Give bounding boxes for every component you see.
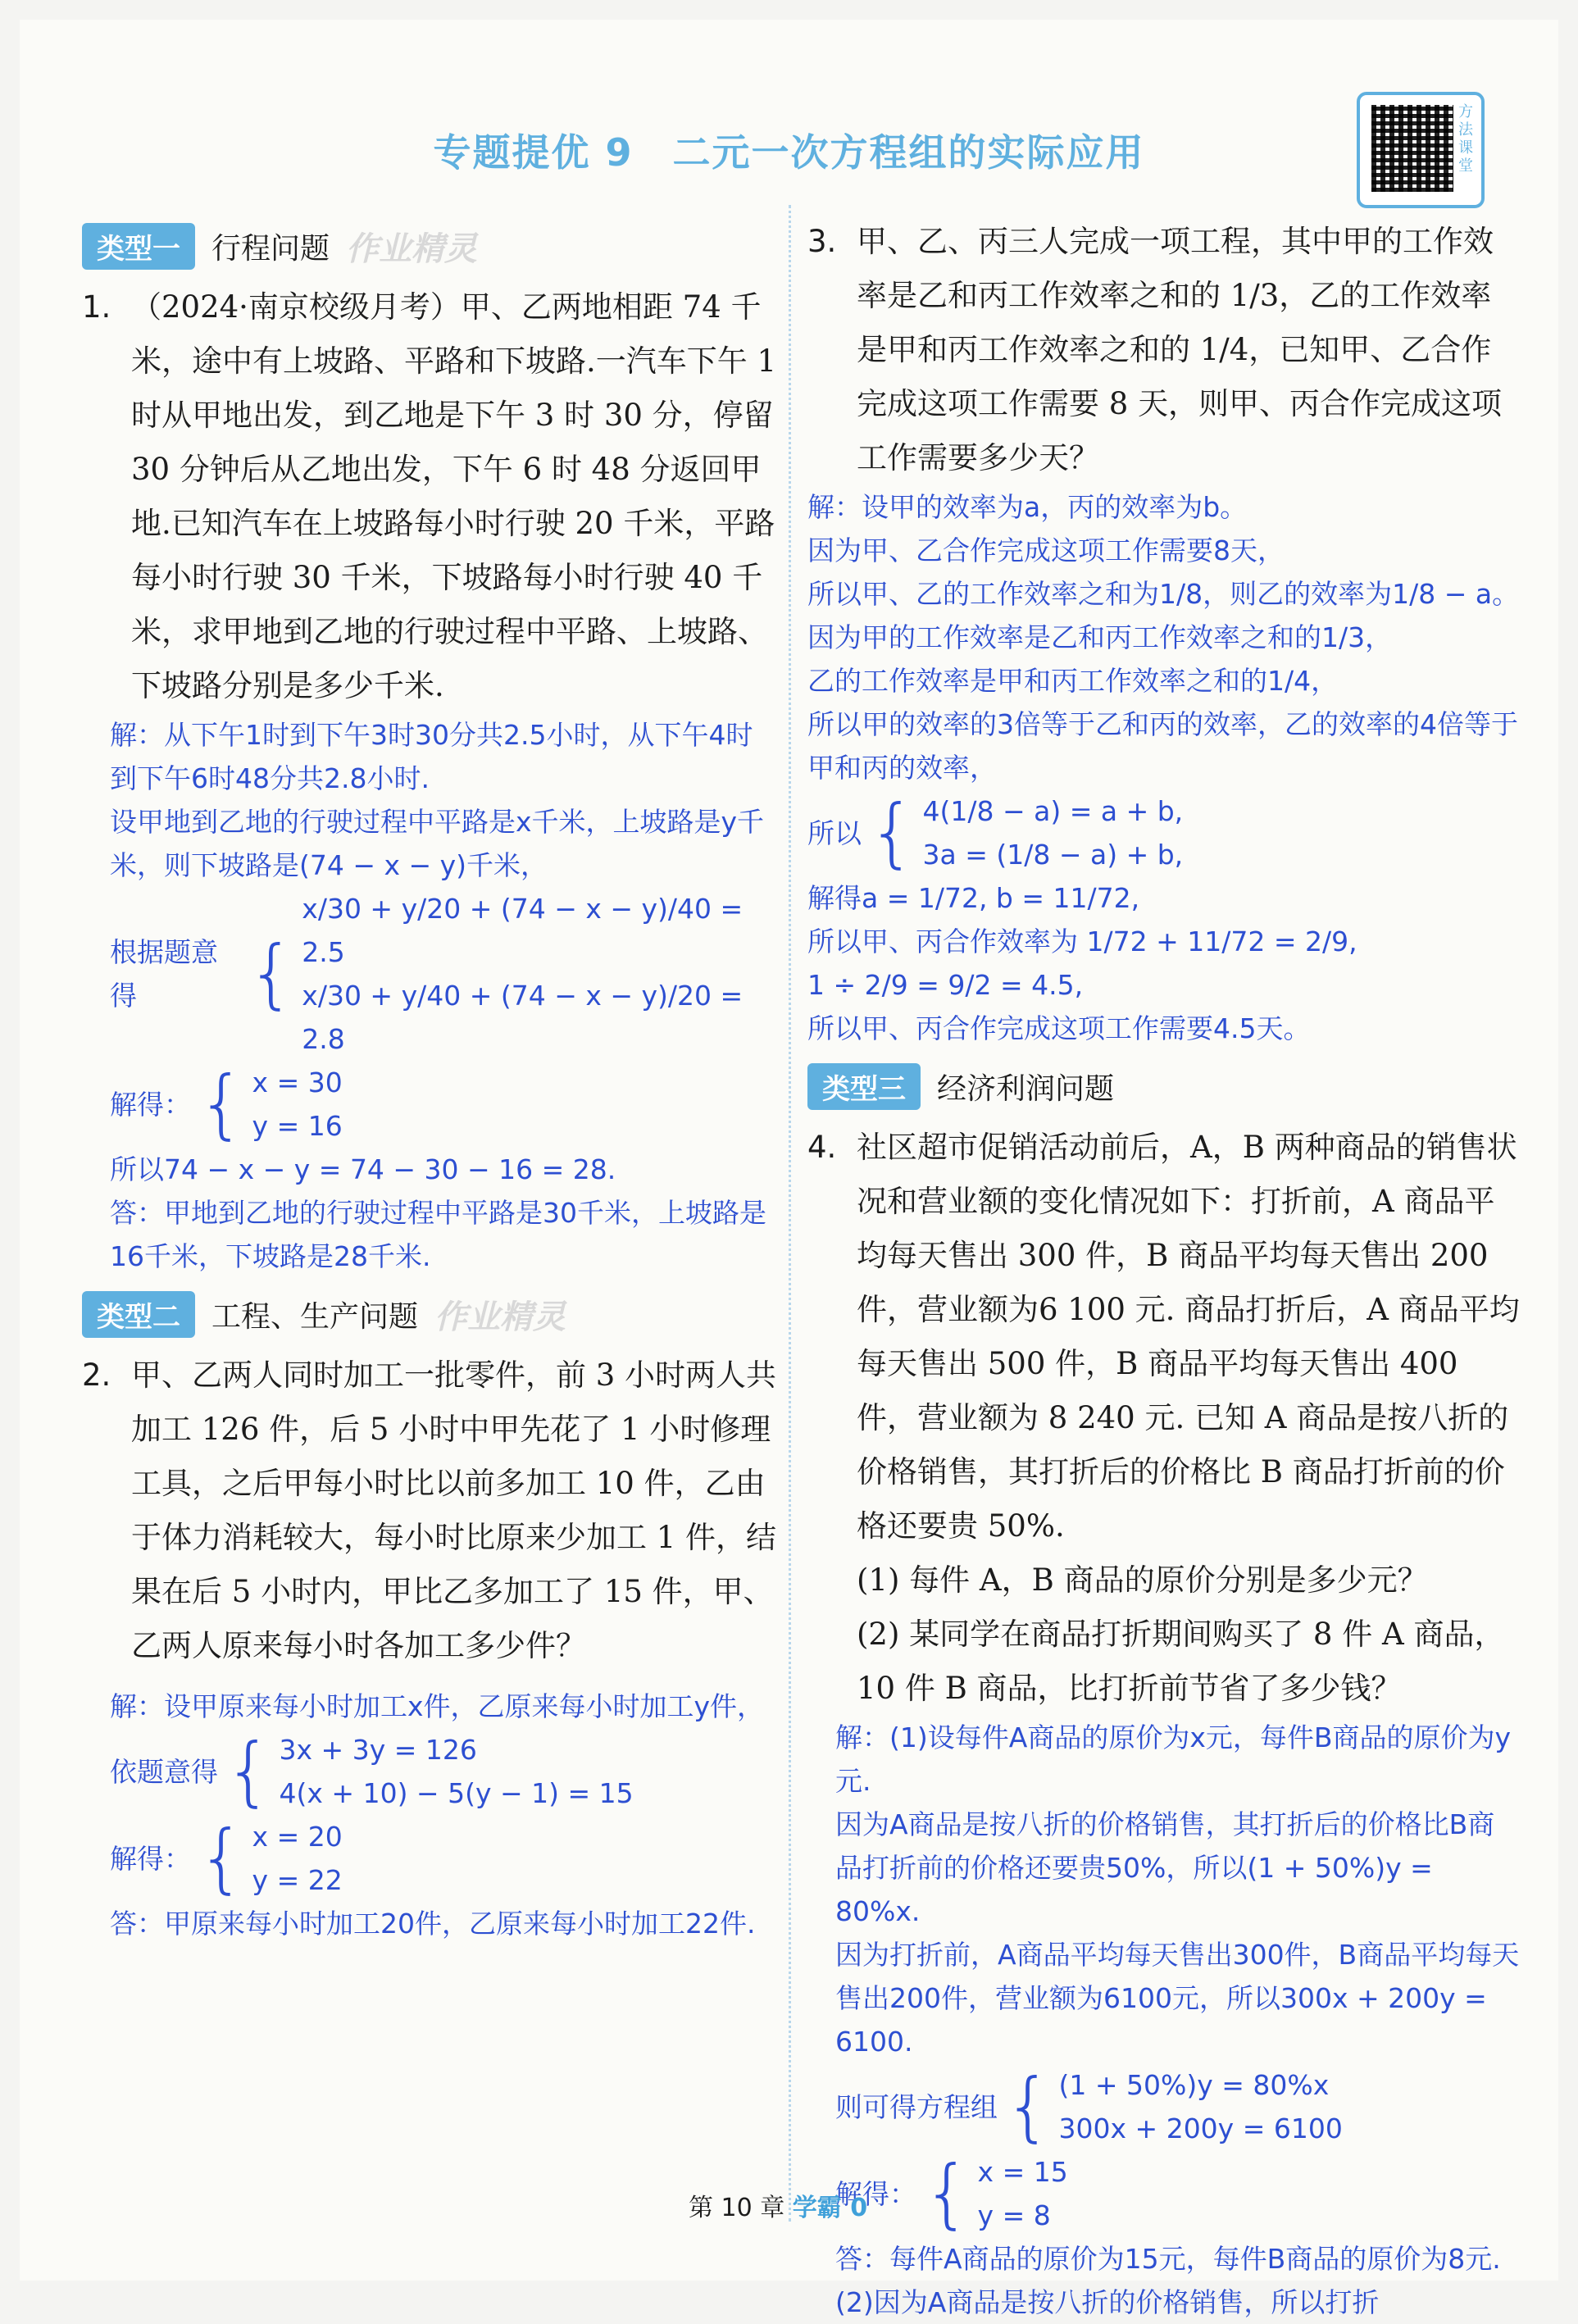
brace-icon: { <box>198 1060 246 1148</box>
question-number: 3. <box>807 224 837 259</box>
question-1 <box>82 280 779 713</box>
solution-line: 因为A商品是按八折的价格销售，其打折后的价格比B商品打折前的价格还要贵50%，所以(1 + 50%)y = 80%x. <box>835 1808 1495 1927</box>
qr-label: 方法课堂 <box>1458 103 1473 175</box>
result: y = 16 <box>252 1110 343 1142</box>
equation: (1 + 50%)y = 80%x <box>1058 2069 1330 2101</box>
question-text: （2024·南京校级月考）甲、乙两地相距 74 千米，途中有上坡路、平路和下坡路.一汽车下午 1 时从甲地出发，到乙地是下午 3 时 30 分，停留 30 分钟后从乙地出发，下午 6 时 48 分返回甲地.已知汽车在上坡路每小时行驶 20 千米，平路每小时行驶 30 千米，下坡路每小时行驶 40 千米，求甲地到乙地的行驶过程中平路、上坡路、下坡路分别是多少千米. <box>131 289 777 703</box>
equation-system <box>110 1728 779 1815</box>
equation: 3x + 3y = 126 <box>279 1734 477 1766</box>
solution-line: 解：设甲的效率为a，丙的效率为b。 <box>807 491 1248 523</box>
brand-label: 学霸 0 <box>792 2194 868 2222</box>
equation: 300x + 200y = 6100 <box>1058 2113 1343 2144</box>
brace-icon: { <box>247 930 296 1017</box>
result: x = 30 <box>252 1066 343 1098</box>
section-header-1 <box>82 220 779 272</box>
solution-line: 因为甲、乙合作完成这项工作需要8天， <box>807 534 1285 566</box>
solution-line: 乙的工作效率是甲和丙工作效率之和的1/4， <box>807 665 1339 697</box>
solution-line: 因为打折前，A商品平均每天售出300件，B商品平均每天售出200件，营业额为6100元，所以300x + 200y = 6100. <box>835 1939 1520 2058</box>
result-system <box>110 1815 779 1902</box>
page-title: 专题提优 9 二元一次方程组的实际应用 <box>433 130 1145 175</box>
answer-line: 答：甲原来每小时加工20件，乙原来每小时加工22件. <box>110 1908 756 1940</box>
result: x = 20 <box>252 1821 343 1853</box>
solution-line: 所以74 − x − y = 74 − 30 − 16 = 28. <box>110 1153 616 1185</box>
brace-icon: { <box>198 1814 246 1902</box>
brace-icon: { <box>923 2149 971 2237</box>
solution-line: 解：(1)设每件A商品的原价为x元，每件B商品的原价为y元. <box>835 1721 1512 1797</box>
answer-line: 答：甲地到乙地的行驶过程中平路是30千米，上坡路是16千米，下坡路是28千米. <box>110 1197 766 1272</box>
equation: 3a = (1/8 − a) + b, <box>922 839 1184 871</box>
solution-lead: 所以 <box>807 816 862 849</box>
solution-lead: 解得： <box>110 1088 191 1121</box>
answer-line: 所以甲、丙合作完成这项工作需要4.5天。 <box>807 1012 1311 1044</box>
equation: 4(1/8 − a) = a + b, <box>922 795 1184 827</box>
section-header-3 <box>807 1060 1521 1112</box>
section-name: 经济利润问题 <box>937 1071 1115 1106</box>
solution-line: 1 ÷ 2/9 = 9/2 = 4.5, <box>807 969 1084 1001</box>
page-footer <box>689 2187 867 2223</box>
section-badge: 类型三 <box>807 1063 921 1110</box>
column-divider <box>789 205 791 2222</box>
watermark: 作业精灵 <box>434 1298 566 1336</box>
question-text: 甲、乙、丙三人完成一项工程，其中甲的工作效率是乙和丙工作效率之和的 1/3，乙的工作效率是甲和丙工作效率之和的 1/4，已知甲、乙合作完成这项工作需要 8 天，则甲、丙合作完成这项工作需要多少天？ <box>857 224 1503 475</box>
solution-line: 所以甲、丙合作效率为 1/72 + 11/72 = 2/9, <box>807 926 1357 957</box>
qr-code[interactable] <box>1357 92 1485 208</box>
solution-line: 所以甲、乙的工作效率之和为1/8，则乙的效率为1/8 − a。 <box>807 578 1520 610</box>
brace-icon: { <box>868 789 916 876</box>
brace-icon: { <box>225 1727 273 1815</box>
answer-line: 答：每件A商品的原价为15元，每件B商品的原价为8元. <box>835 2243 1501 2275</box>
section-name: 行程问题 <box>211 231 330 266</box>
question-text: 社区超市促销活动前后，A，B 两种商品的销售状况和营业额的变化情况如下：打折前，A 商品平均每天售出 300 件，B 商品平均每天售出 200 件，营业额为6 100 元. 商品打折后，A 商品平均每天售出 500 件，B 商品平均每天售出 400 件，营业额为 8 240 元. 已知 A 商品是按八折的价格销售，其打折后的价格比 B 商品打折前的价格还要贵 50%. <box>857 1130 1520 1544</box>
left-column <box>82 220 779 1945</box>
question-text: 甲、乙两人同时加工一批零件，前 3 小时两人共加工 126 件，后 5 小时中甲先花了 1 小时修理工具，之后甲每小时比以前多加工 10 件，乙由于体力消耗较大，每小时比原来少加工 1 件，结果在后 5 小时内，甲比乙多加工了 15 件，甲、乙两人原来每小时各加工多少件？ <box>131 1358 777 1663</box>
result: x = 15 <box>977 2156 1068 2188</box>
watermark: 作业精灵 <box>346 230 478 268</box>
solution-lead: 则可得方程组 <box>835 2090 998 2123</box>
solution-lead: 解得： <box>835 2177 916 2210</box>
solution-2 <box>110 1685 779 1945</box>
result-system <box>110 1061 779 1148</box>
sub-question: (1) 每件 A，B 商品的原价分别是多少元？ <box>857 1562 1428 1598</box>
solution-3 <box>807 485 1521 1050</box>
solution-line: 因为甲的工作效率是乙和丙工作效率之和的1/3， <box>807 621 1393 653</box>
equation: x/30 + y/40 + (74 − x − y)/20 = 2.8 <box>302 980 744 1055</box>
solution-line: 解得a = 1/72, b = 11/72, <box>807 882 1140 914</box>
result: y = 8 <box>977 2199 1051 2231</box>
solution-1 <box>110 713 779 1278</box>
question-number: 1. <box>82 289 111 325</box>
solution-line: (2)因为A商品是按八折的价格销售，所以打折 <box>835 2286 1380 2318</box>
qr-code-icon <box>1371 105 1453 192</box>
solution-lead: 解得： <box>110 1842 191 1875</box>
solution-lead: 根据题意得 <box>110 936 218 1012</box>
result: y = 22 <box>252 1864 343 1896</box>
solution-line: 解：设甲原来每小时加工x件，乙原来每小时加工y件， <box>110 1690 765 1722</box>
equation-system <box>835 2063 1521 2150</box>
section-header-2 <box>82 1288 779 1340</box>
sub-question: (2) 某同学在商品打折期间购买了 8 件 A 商品，10 件 B 商品，比打折前节省了多少钱？ <box>857 1617 1505 1706</box>
section-name: 工程、生产问题 <box>211 1299 419 1334</box>
equation-system <box>807 789 1521 876</box>
question-4 <box>807 1121 1521 1553</box>
solution-line: 所以甲的效率的3倍等于乙和丙的效率，乙的效率的4倍等于甲和丙的效率， <box>807 708 1518 784</box>
solution-lead: 依题意得 <box>110 1755 218 1788</box>
equation-system <box>110 887 779 1061</box>
solution-line: 解：从下午1时到下午3时30分共2.5小时，从下午4时到下午6时48分共2.8小时. <box>110 719 753 794</box>
equation: x/30 + y/20 + (74 − x − y)/40 = 2.5 <box>302 893 744 968</box>
section-badge: 类型一 <box>82 223 195 270</box>
right-column <box>807 215 1521 2324</box>
chapter-label: 第 10 章 <box>689 2194 785 2222</box>
question-number: 2. <box>82 1358 111 1393</box>
question-number: 4. <box>807 1130 837 1165</box>
equation: 4(x + 10) − 5(y − 1) = 15 <box>279 1777 634 1809</box>
question-2 <box>82 1348 779 1673</box>
solution-line: 设甲地到乙地的行驶过程中平路是x千米，上坡路是y千米，则下坡路是(74 − x − y)千米， <box>110 806 765 881</box>
solution-4 <box>835 1716 1521 2324</box>
brace-icon: { <box>1004 2062 1053 2150</box>
section-badge: 类型二 <box>82 1291 195 1338</box>
question-3 <box>807 215 1521 485</box>
result-system <box>835 2150 1521 2237</box>
